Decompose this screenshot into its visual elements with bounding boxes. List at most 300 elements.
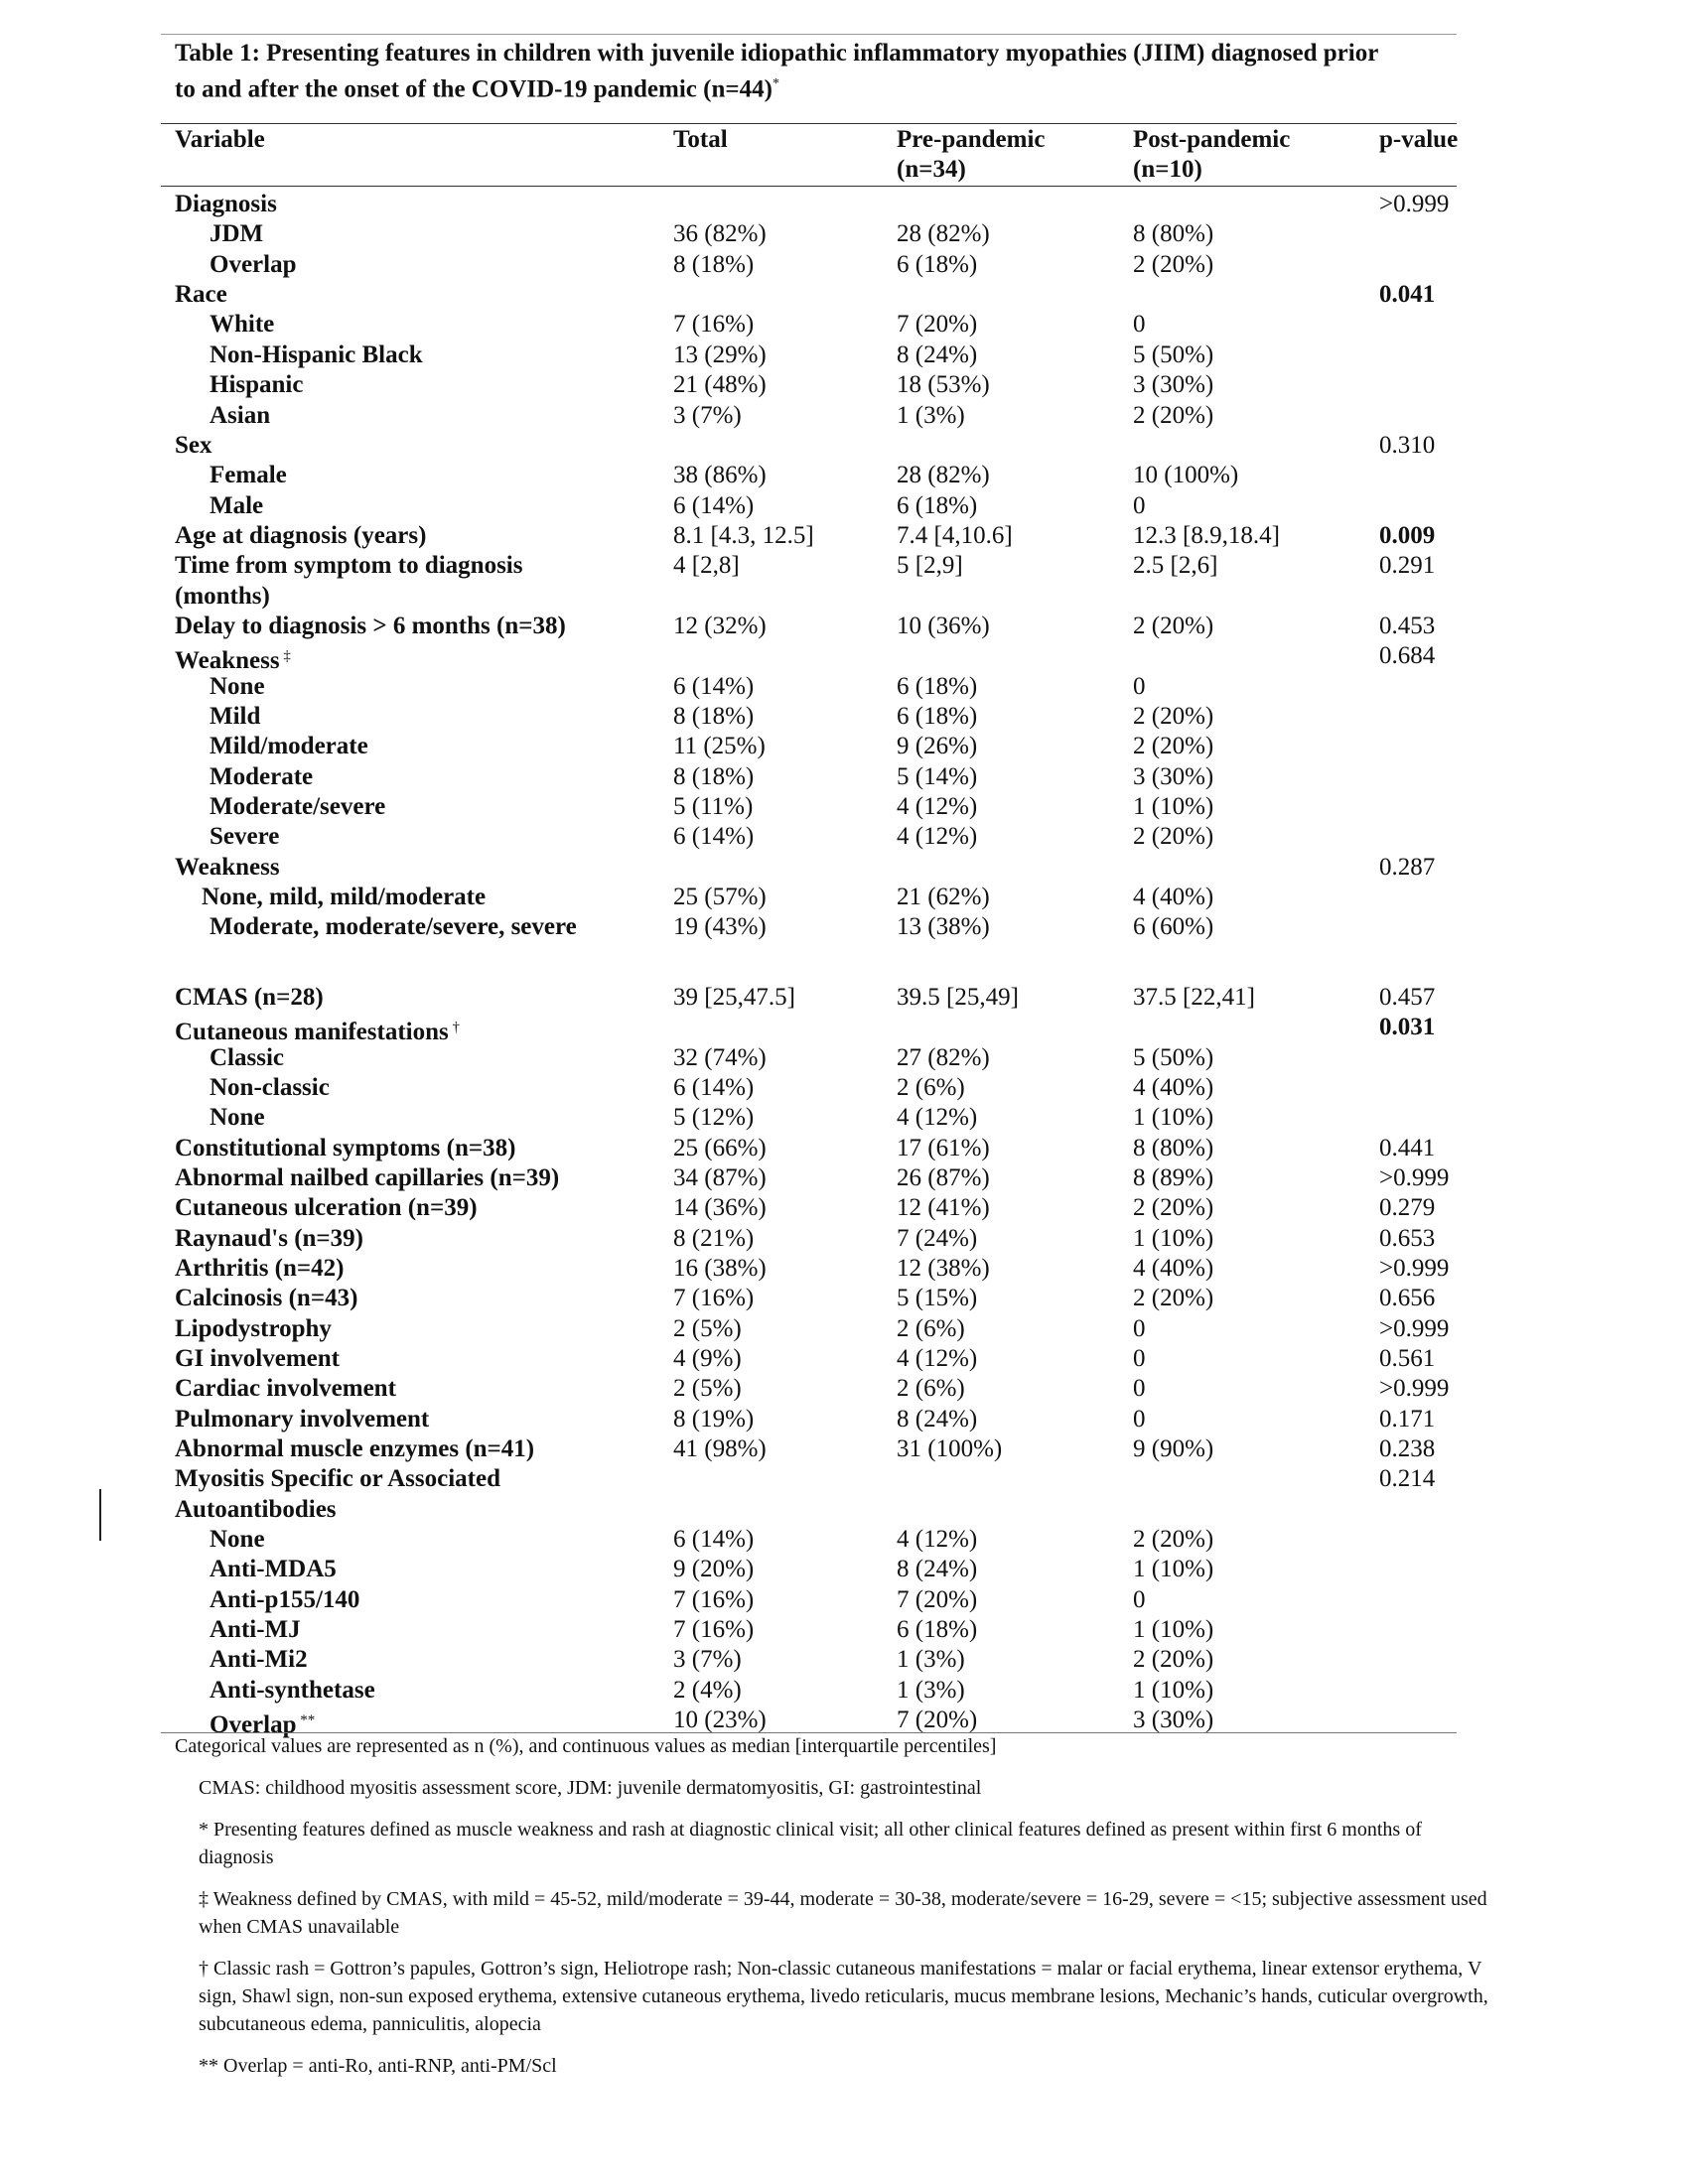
cell-post-pandemic: 2 (20%) [1133, 612, 1214, 639]
cell-variable [210, 1615, 301, 1645]
footnote-mark: ‡ [279, 648, 291, 665]
cell-post-pandemic: 1 (10%) [1133, 1104, 1214, 1132]
cell-pre-pandemic: 12 (38%) [897, 1254, 990, 1282]
cell-total: 34 (87%) [673, 1163, 767, 1191]
variable-label: Delay to diagnosis > 6 months (n=38) [175, 612, 566, 639]
cell-post-pandemic: 2 (20%) [1133, 1194, 1214, 1222]
variable-label: None [210, 672, 265, 700]
cell-variable [210, 401, 270, 431]
footnote: Categorical values are represented as n (%), and continuous values as median [interquartile percentiles] [175, 1735, 997, 1757]
cell-pvalue: 0.031 [1379, 1014, 1436, 1041]
variable-label: Race [175, 281, 227, 309]
cell-variable [210, 762, 313, 792]
table-row [0, 1224, 1688, 1254]
cell-post-pandemic: 0 [1133, 672, 1146, 700]
variable-label: Pulmonary involvement [175, 1405, 430, 1433]
table-row [0, 280, 1688, 310]
cell-pre-pandemic: 6 (18%) [897, 703, 978, 730]
cell-pre-pandemic: 8 (24%) [897, 341, 978, 368]
cell-total: 38 (86%) [673, 462, 767, 489]
cell-variable [210, 250, 297, 280]
table-row [0, 822, 1688, 852]
cell-pre-pandemic: 5 [2,9] [897, 552, 963, 580]
cell-variable [210, 702, 260, 732]
cell-total: 6 (14%) [673, 672, 755, 700]
variable-label: White [210, 311, 275, 339]
cell-pvalue: 0.561 [1379, 1344, 1436, 1372]
cell-pre-pandemic: 6 (18%) [897, 1616, 978, 1644]
cell-post-pandemic: 1 (10%) [1133, 1556, 1214, 1583]
footnote-mark: † [448, 1020, 460, 1036]
cell-pvalue: 0.310 [1379, 431, 1436, 459]
cell-total: 2 (5%) [673, 1314, 742, 1342]
table-row [0, 1676, 1688, 1706]
cell-variable [175, 1193, 478, 1223]
cell-variable [175, 190, 277, 219]
table-row [0, 1163, 1688, 1193]
table-row [0, 612, 1688, 641]
cell-variable [210, 461, 287, 490]
cell-total: 2 (5%) [673, 1375, 742, 1403]
cell-total: 39 [25,47.5] [673, 983, 795, 1011]
cell-total: 6 (14%) [673, 1526, 755, 1553]
cell-post-pandemic: 1 (10%) [1133, 1224, 1214, 1252]
cell-post-pandemic: 4 (40%) [1133, 884, 1214, 911]
variable-label: Severe [210, 823, 280, 851]
variable-label: Abnormal muscle enzymes (n=41) [175, 1435, 535, 1462]
cell-total: 6 (14%) [673, 491, 755, 519]
cell-pre-pandemic: 4 (12%) [897, 823, 978, 851]
cell-pre-pandemic: 28 (82%) [897, 220, 990, 248]
variable-label: None [210, 1104, 265, 1132]
cell-variable [175, 1163, 559, 1193]
cell-post-pandemic: 37.5 [22,41] [1133, 983, 1255, 1011]
table-row [0, 853, 1688, 883]
cell-total: 7 (16%) [673, 1585, 755, 1613]
table-row [0, 1103, 1688, 1133]
table-row [0, 551, 1688, 581]
cell-post-pandemic: 0 [1133, 1344, 1146, 1372]
table-row [0, 491, 1688, 521]
text-cursor [99, 1489, 101, 1541]
table-row [0, 1434, 1688, 1464]
cell-post-pandemic: 2 (20%) [1133, 703, 1214, 730]
cell-post-pandemic: 2 (20%) [1133, 733, 1214, 760]
cell-pre-pandemic: 1 (3%) [897, 1646, 965, 1674]
cell-total: 12 (32%) [673, 612, 767, 639]
cell-total: 9 (20%) [673, 1556, 755, 1583]
table-row [0, 1645, 1688, 1675]
variable-label: CMAS (n=28) [175, 983, 324, 1011]
variable-label: Diagnosis [175, 191, 277, 217]
table-row [0, 1284, 1688, 1313]
cell-variable [175, 1374, 396, 1404]
table-title [175, 38, 1446, 104]
cell-variable [175, 551, 522, 581]
footnote: † Classic rash = Gottron’s papules, Gottron’s sign, Heliotrope rash; Non-classic cutaneous manifestations = malar or facial erythema, linear extensor erythema, V sign, Shawl sign, non-sun exposed erythema, extensive cutaneous erythema, livedo reticularis, mucus membrane lesions, Mechanic’s hands, cuticular overgrowth, subcutaneous edema, panniculitis, alopecia [199, 1958, 1488, 2035]
cell-total: 4 [2,8] [673, 552, 740, 580]
cell-post-pandemic: 8 (80%) [1133, 1134, 1214, 1161]
table-row [0, 190, 1688, 219]
variable-label: GI involvement [175, 1344, 340, 1372]
cell-post-pandemic: 0 [1133, 1405, 1146, 1433]
cell-variable [175, 1314, 332, 1344]
footnote: * Presenting features defined as muscle weakness and rash at diagnostic clinical visit; all other clinical features defined as present within first 6 months of diagnosis [199, 1819, 1422, 1868]
variable-label: Cardiac involvement [175, 1375, 396, 1403]
cell-total: 19 (43%) [673, 913, 767, 941]
variable-label: (months) [175, 582, 270, 610]
cell-post-pandemic: 2 (20%) [1133, 1285, 1214, 1312]
cell-pre-pandemic: 12 (41%) [897, 1194, 990, 1222]
cell-pre-pandemic: 10 (36%) [897, 612, 990, 639]
cell-post-pandemic: 2 (20%) [1133, 1646, 1214, 1674]
table-row [0, 702, 1688, 732]
cell-pre-pandemic: 7 (20%) [897, 1706, 978, 1734]
header-bottom-rule [161, 186, 1457, 187]
cell-pre-pandemic: 4 (12%) [897, 1526, 978, 1553]
cell-variable [175, 1344, 340, 1374]
variable-label: Age at diagnosis (years) [175, 521, 427, 549]
variable-label: Constitutional symptoms (n=38) [175, 1134, 516, 1161]
table-row [0, 461, 1688, 490]
cell-total: 6 (14%) [673, 823, 755, 851]
cell-total: 13 (29%) [673, 341, 767, 368]
col-header-pre-pandemic [897, 125, 1046, 185]
variable-label: None [210, 1526, 265, 1553]
cell-variable [210, 1645, 308, 1675]
table-row [0, 1374, 1688, 1404]
cell-pre-pandemic: 2 (6%) [897, 1375, 965, 1403]
variable-label: Cutaneous manifestations [175, 1019, 449, 1046]
cell-pvalue: >0.999 [1379, 1375, 1450, 1403]
cell-post-pandemic: 3 (30%) [1133, 371, 1214, 399]
col-header-post-pandemic [1133, 125, 1290, 185]
cell-total: 41 (98%) [673, 1435, 767, 1462]
cell-post-pandemic: 4 (40%) [1133, 1073, 1214, 1101]
cell-pvalue: 0.656 [1379, 1285, 1436, 1312]
cell-pvalue: 0.684 [1379, 642, 1436, 670]
cell-pre-pandemic: 26 (87%) [897, 1163, 990, 1191]
cell-variable [210, 1555, 337, 1584]
variable-label: None, mild, mild/moderate [202, 884, 487, 911]
table-row [0, 431, 1688, 461]
cell-post-pandemic: 2 (20%) [1133, 401, 1214, 429]
table-row [0, 732, 1688, 761]
variable-label: Moderate, moderate/severe, severe [210, 913, 577, 941]
cell-total: 8 (18%) [673, 250, 755, 278]
cell-total: 6 (14%) [673, 1073, 755, 1101]
cell-total: 5 (11%) [673, 793, 754, 820]
cell-post-pandemic: 6 (60%) [1133, 913, 1214, 941]
footnote: CMAS: childhood myositis assessment score, JDM: juvenile dermatomyositis, GI: gastrointestinal [199, 1777, 982, 1799]
table-row [0, 219, 1688, 249]
table-row [0, 1495, 1688, 1525]
cell-post-pandemic: 0 [1133, 1375, 1146, 1403]
variable-label: JDM [210, 220, 264, 248]
cell-variable [210, 1585, 359, 1615]
variable-label: Non-Hispanic Black [210, 341, 423, 368]
table-row [0, 1254, 1688, 1284]
cell-pre-pandemic: 13 (38%) [897, 913, 990, 941]
cell-pre-pandemic: 4 (12%) [897, 1104, 978, 1132]
cell-post-pandemic: 0 [1133, 1314, 1146, 1342]
variable-label: Sex [175, 431, 212, 459]
cell-total: 32 (74%) [673, 1043, 767, 1071]
cell-pvalue: 0.287 [1379, 853, 1436, 881]
cell-post-pandemic: 3 (30%) [1133, 762, 1214, 790]
cell-total: 8 (21%) [673, 1224, 755, 1252]
cell-pvalue: 0.041 [1379, 281, 1436, 309]
cell-variable [175, 1134, 515, 1163]
cell-post-pandemic: 1 (10%) [1133, 793, 1214, 820]
cell-variable [175, 1284, 357, 1313]
cell-total: 5 (12%) [673, 1104, 755, 1132]
cell-post-pandemic: 9 (90%) [1133, 1435, 1214, 1462]
title-line-2: to and after the onset of the COVID-19 pandemic (n=44) [175, 75, 773, 103]
cell-total: 3 (7%) [673, 1646, 742, 1674]
cell-pre-pandemic: 1 (3%) [897, 401, 965, 429]
cell-post-pandemic: 2.5 [2,6] [1133, 552, 1218, 580]
cell-pre-pandemic: 5 (15%) [897, 1285, 978, 1312]
col-header-total: Total [673, 126, 728, 153]
cell-pre-pandemic: 17 (61%) [897, 1134, 990, 1161]
cell-total: 14 (36%) [673, 1194, 767, 1222]
title-footnote-mark: * [772, 76, 779, 91]
variable-label: Non-classic [210, 1073, 330, 1101]
cell-variable [210, 1525, 265, 1555]
variable-label: Anti-p155/140 [210, 1585, 360, 1613]
cell-total: 7 (16%) [673, 1285, 755, 1312]
col-header-pre-n: (n=34) [897, 156, 966, 183]
cell-total: 7 (16%) [673, 1616, 755, 1644]
variable-label: Raynaud's (n=39) [175, 1224, 363, 1252]
table-row [0, 1405, 1688, 1434]
cell-variable [175, 1405, 429, 1434]
cell-pre-pandemic: 4 (12%) [897, 1344, 978, 1372]
cell-total: 3 (7%) [673, 401, 742, 429]
footnote: ‡ Weakness defined by CMAS, with mild = 45-52, mild/moderate = 39-44, moderate = 30-38, moderate/severe = 16-29, severe = <15; subjective assessment used when CMAS unavailable [199, 1888, 1487, 1938]
table-row [0, 1615, 1688, 1645]
header-top-rule [161, 123, 1457, 124]
cell-variable [202, 883, 486, 912]
variable-label: Overlap [210, 250, 297, 278]
table-row [0, 1043, 1688, 1073]
cell-variable [210, 370, 303, 400]
title-line-1: Table 1: Presenting features in children with juvenile idiopathic inflammatory myopathies (JIIM) diagnosed prior [175, 40, 1379, 67]
cell-variable [210, 732, 368, 761]
cell-variable [210, 1043, 284, 1073]
table-row [0, 521, 1688, 551]
cell-post-pandemic: 2 (20%) [1133, 250, 1214, 278]
cell-pvalue: 0.453 [1379, 612, 1436, 639]
variable-label: Classic [210, 1043, 284, 1071]
cell-post-pandemic: 0 [1133, 491, 1146, 519]
cell-variable [175, 280, 227, 310]
cell-pvalue: 0.009 [1379, 521, 1436, 549]
variable-label: Female [210, 462, 287, 489]
top-rule [161, 34, 1457, 35]
cell-pre-pandemic: 1 (3%) [897, 1676, 965, 1704]
variable-label: Overlap [210, 1711, 297, 1739]
cell-pre-pandemic: 27 (82%) [897, 1043, 990, 1071]
cell-post-pandemic: 4 (40%) [1133, 1254, 1214, 1282]
cell-post-pandemic: 1 (10%) [1133, 1616, 1214, 1644]
cell-variable [175, 1224, 363, 1254]
table-row [0, 983, 1688, 1013]
col-header-variable: Variable [175, 126, 265, 153]
cell-variable [210, 219, 263, 249]
cell-post-pandemic: 2 (20%) [1133, 823, 1214, 851]
cell-pvalue: 0.653 [1379, 1224, 1436, 1252]
table-row [0, 1464, 1688, 1494]
cell-variable [175, 1464, 500, 1494]
cell-pvalue: >0.999 [1379, 1163, 1450, 1191]
cell-pvalue: 0.214 [1379, 1465, 1436, 1493]
cell-pvalue: >0.999 [1379, 1254, 1450, 1282]
table-row [0, 1706, 1688, 1739]
table-row [0, 912, 1688, 942]
cell-pre-pandemic: 9 (26%) [897, 733, 978, 760]
table-row [0, 792, 1688, 822]
cell-variable [175, 521, 426, 551]
cell-pre-pandemic: 2 (6%) [897, 1314, 965, 1342]
cell-total: 16 (38%) [673, 1254, 767, 1282]
cell-total: 21 (48%) [673, 371, 767, 399]
cell-variable [210, 341, 423, 370]
variable-label: Asian [210, 401, 271, 429]
col-header-post-label: Post-pandemic [1133, 126, 1291, 153]
variable-label: Anti-synthetase [210, 1676, 375, 1704]
table-row [0, 1525, 1688, 1555]
cell-pre-pandemic: 31 (100%) [897, 1435, 1003, 1462]
cell-pre-pandemic: 8 (24%) [897, 1556, 978, 1583]
cell-pre-pandemic: 28 (82%) [897, 462, 990, 489]
cell-total: 8 (19%) [673, 1405, 755, 1433]
cell-variable [210, 792, 385, 822]
table-row [0, 762, 1688, 792]
variable-label: Lipodystrophy [175, 1314, 332, 1342]
cell-pre-pandemic: 8 (24%) [897, 1405, 978, 1433]
cell-total: 8 (18%) [673, 703, 755, 730]
cell-variable [210, 1103, 265, 1133]
table-row [0, 1344, 1688, 1374]
cell-post-pandemic: 2 (20%) [1133, 1526, 1214, 1553]
table-row [0, 370, 1688, 400]
cell-variable [210, 1676, 375, 1706]
cell-variable [210, 1073, 330, 1103]
variable-label: Hispanic [210, 371, 304, 399]
cell-variable [210, 491, 263, 521]
cell-post-pandemic: 8 (89%) [1133, 1163, 1214, 1191]
cell-variable [210, 310, 274, 340]
table-row [0, 310, 1688, 340]
variable-label: Arthritis (n=42) [175, 1254, 345, 1282]
cell-total: 4 (9%) [673, 1344, 742, 1372]
table-row [0, 1193, 1688, 1223]
variable-label: Moderate/severe [210, 793, 386, 820]
cell-variable [210, 822, 279, 852]
variable-label: Time from symptom to diagnosis [175, 552, 523, 580]
cell-post-pandemic: 0 [1133, 311, 1146, 339]
cell-variable [175, 853, 280, 883]
cell-pre-pandemic: 5 (14%) [897, 762, 978, 790]
cell-pre-pandemic: 39.5 [25,49] [897, 983, 1019, 1011]
cell-variable [175, 431, 212, 461]
cell-pre-pandemic: 7 (20%) [897, 311, 978, 339]
cell-post-pandemic: 10 (100%) [1133, 462, 1239, 489]
cell-pre-pandemic: 6 (18%) [897, 672, 978, 700]
col-header-post-n: (n=10) [1133, 156, 1202, 183]
cell-total: 2 (4%) [673, 1676, 742, 1704]
cell-total: 10 (23%) [673, 1706, 767, 1734]
cell-pvalue: 0.279 [1379, 1194, 1436, 1222]
table-row [0, 1555, 1688, 1584]
cell-pvalue: >0.999 [1379, 191, 1450, 217]
cell-post-pandemic: 0 [1133, 1585, 1146, 1613]
cell-post-pandemic: 5 (50%) [1133, 341, 1214, 368]
cell-variable [210, 912, 577, 942]
variable-label: Anti-MJ [210, 1616, 301, 1644]
cell-pvalue: 0.238 [1379, 1435, 1436, 1462]
cell-pre-pandemic: 6 (18%) [897, 250, 978, 278]
variable-label: Anti-MDA5 [210, 1556, 337, 1583]
cell-post-pandemic: 8 (80%) [1133, 220, 1214, 248]
cell-pre-pandemic: 7 (20%) [897, 1585, 978, 1613]
cell-total: 25 (66%) [673, 1134, 767, 1161]
cell-pre-pandemic: 7 (24%) [897, 1224, 978, 1252]
variable-label: Cutaneous ulceration (n=39) [175, 1194, 478, 1222]
variable-label: Moderate [210, 762, 314, 790]
table-row [0, 250, 1688, 280]
table-row [0, 883, 1688, 912]
cell-variable [175, 1254, 344, 1284]
cell-pvalue: 0.441 [1379, 1134, 1436, 1161]
cell-pre-pandemic: 21 (62%) [897, 884, 990, 911]
variable-label: Anti-Mi2 [210, 1646, 308, 1674]
cell-pre-pandemic: 18 (53%) [897, 371, 990, 399]
cell-total: 11 (25%) [673, 733, 766, 760]
cell-total: 7 (16%) [673, 311, 755, 339]
cell-variable [175, 1434, 534, 1464]
cell-pre-pandemic: 4 (12%) [897, 793, 978, 820]
cell-pvalue: >0.999 [1379, 1314, 1450, 1342]
footnote: ** Overlap = anti-Ro, anti-RNP, anti-PM/Scl [199, 2055, 557, 2077]
table-row [0, 401, 1688, 431]
cell-variable [175, 582, 270, 612]
table-row [0, 1013, 1688, 1046]
cell-post-pandemic: 3 (30%) [1133, 1706, 1214, 1734]
variable-label: Abnormal nailbed capillaries (n=39) [175, 1163, 560, 1191]
table-row [0, 672, 1688, 702]
cell-variable [210, 672, 265, 702]
table-row [0, 641, 1688, 675]
cell-post-pandemic: 5 (50%) [1133, 1043, 1214, 1071]
footnote-mark: ** [296, 1712, 316, 1729]
cell-total: 36 (82%) [673, 220, 767, 248]
cell-pre-pandemic: 2 (6%) [897, 1073, 965, 1101]
cell-total: 8 (18%) [673, 762, 755, 790]
table-row [0, 1585, 1688, 1615]
cell-pvalue: 0.171 [1379, 1405, 1436, 1433]
table-row [0, 582, 1688, 612]
cell-pre-pandemic: 7.4 [4,10.6] [897, 521, 1013, 549]
variable-label: Weakness [175, 853, 280, 881]
table-row [0, 1134, 1688, 1163]
variable-label: Mild [210, 703, 261, 730]
cell-variable [175, 612, 566, 641]
cell-variable [175, 1495, 337, 1525]
cell-post-pandemic: 1 (10%) [1133, 1676, 1214, 1704]
